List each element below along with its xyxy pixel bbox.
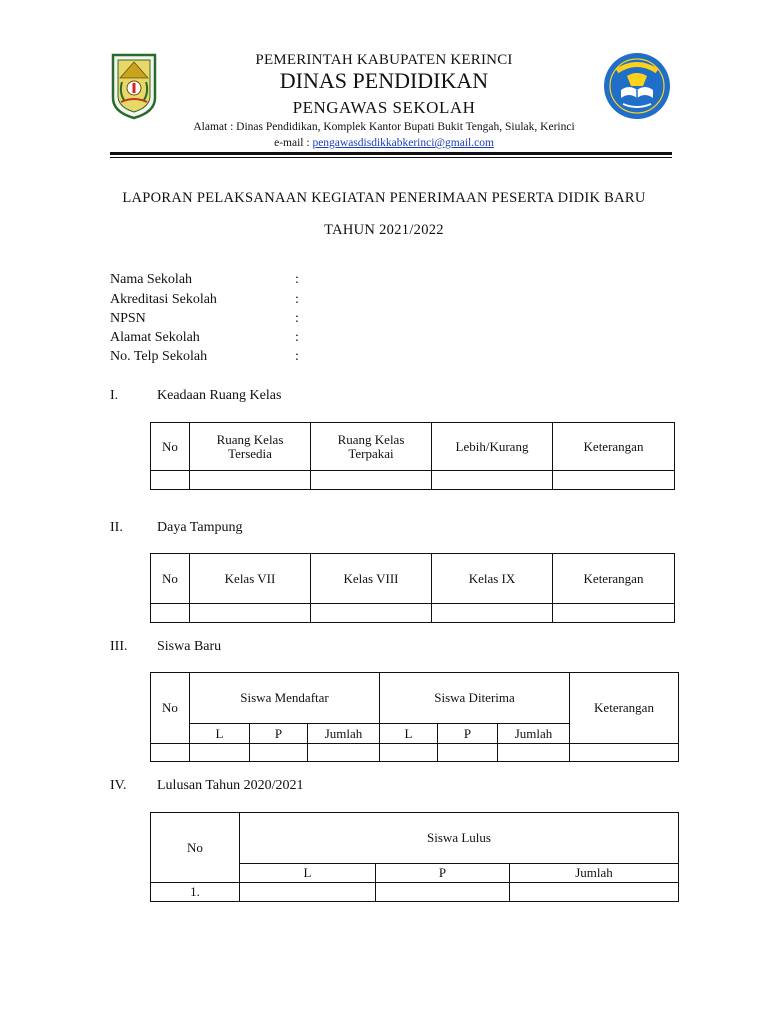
section-title-classroom: Keadaan Ruang Kelas [157,388,282,403]
table-subheader: L [190,724,250,744]
table-row [151,744,679,762]
table-header: Siswa Lulus [240,813,679,864]
table-row [151,471,675,490]
field-colon: : [295,311,299,326]
field-colon: : [295,349,299,364]
table-cell[interactable] [308,744,380,762]
table-cell[interactable] [250,744,308,762]
table-cell[interactable] [380,744,438,762]
graduates-table [150,812,679,902]
report-year: TAHUN 2021/2022 [324,222,444,238]
field-label-npsn: NPSN [110,311,146,326]
email-prefix: e-mail : [274,137,313,149]
table-header: Siswa Mendaftar [190,673,380,724]
table-header: Siswa Diterima [380,673,570,724]
table-subheader: Jumlah [498,724,570,744]
section-title-capacity: Daya Tampung [157,520,243,535]
field-colon: : [295,292,299,307]
table-cell[interactable] [151,604,190,623]
field-label-school-phone: No. Telp Sekolah [110,349,208,364]
table-header: Ruang Kelas Tersedia [190,423,311,471]
field-colon: : [295,272,299,287]
table-cell[interactable] [570,744,679,762]
email-line [0,137,768,149]
table-header: Kelas IX [432,554,553,604]
table-row [151,604,675,623]
field-label-school-name: Nama Sekolah [110,272,193,287]
table-cell[interactable] [311,604,432,623]
section-number: IV. [110,778,127,793]
table-cell[interactable] [432,471,553,490]
field-label-accreditation: Akreditasi Sekolah [110,292,217,307]
field-colon: : [295,330,299,345]
section-number: II. [110,520,123,535]
table-header: No [151,813,240,883]
table-header: Keterangan [553,423,675,471]
table-cell[interactable] [376,883,510,902]
section-number: I. [110,388,119,403]
table-cell[interactable] [510,883,679,902]
table-header: No [151,423,190,471]
table-cell[interactable] [190,604,311,623]
table-cell[interactable] [190,471,311,490]
government-name: PEMERINTAH KABUPATEN KERINCI [255,52,513,68]
email-link[interactable]: pengawasdisdikkabkerinci@gmail.com [312,137,494,149]
table-header: Kelas VIII [311,554,432,604]
report-title: LAPORAN PELAKSANAAN KEGIATAN PENERIMAAN PESERTA DIDIK BARU [122,190,646,206]
table-cell[interactable] [151,744,190,762]
table-header: Ruang Kelas Terpakai [311,423,432,471]
letterhead-divider-thick [110,152,672,155]
table-header: Keterangan [570,673,679,744]
agency-name: DINAS PENDIDIKAN [279,68,489,93]
letterhead-divider-thin [110,157,672,158]
table-subheader: Jumlah [308,724,380,744]
table-cell-row-number: 1. [151,883,240,902]
table-header: No [151,554,190,604]
table-cell[interactable] [553,604,675,623]
table-cell[interactable] [240,883,376,902]
table-cell[interactable] [190,744,250,762]
table-cell[interactable] [498,744,570,762]
table-subheader: P [376,864,510,883]
table-subheader: Jumlah [510,864,679,883]
section-title-new-students: Siswa Baru [157,639,222,654]
office-name: PENGAWAS SEKOLAH [292,98,476,117]
section-number: III. [110,639,128,654]
table-subheader: P [250,724,308,744]
table-subheader: P [438,724,498,744]
table-cell[interactable] [151,471,190,490]
office-address: Alamat : Dinas Pendidikan, Komplek Kantor Bupati Bukit Tengah, Siulak, Kerinci [193,121,575,133]
section-title-graduates: Lulusan Tahun 2020/2021 [157,778,304,793]
table-cell[interactable] [438,744,498,762]
table-subheader: L [240,864,376,883]
table-header: Lebih/Kurang [432,423,553,471]
table-cell[interactable] [432,604,553,623]
field-label-school-address: Alamat Sekolah [110,330,200,345]
table-subheader: L [380,724,438,744]
capacity-table [150,553,675,623]
table-cell[interactable] [311,471,432,490]
table-header: Kelas VII [190,554,311,604]
classroom-table [150,422,675,490]
table-cell[interactable] [553,471,675,490]
new-students-table [150,672,679,762]
table-header: No [151,673,190,744]
table-header: Keterangan [553,554,675,604]
table-row [151,883,679,902]
